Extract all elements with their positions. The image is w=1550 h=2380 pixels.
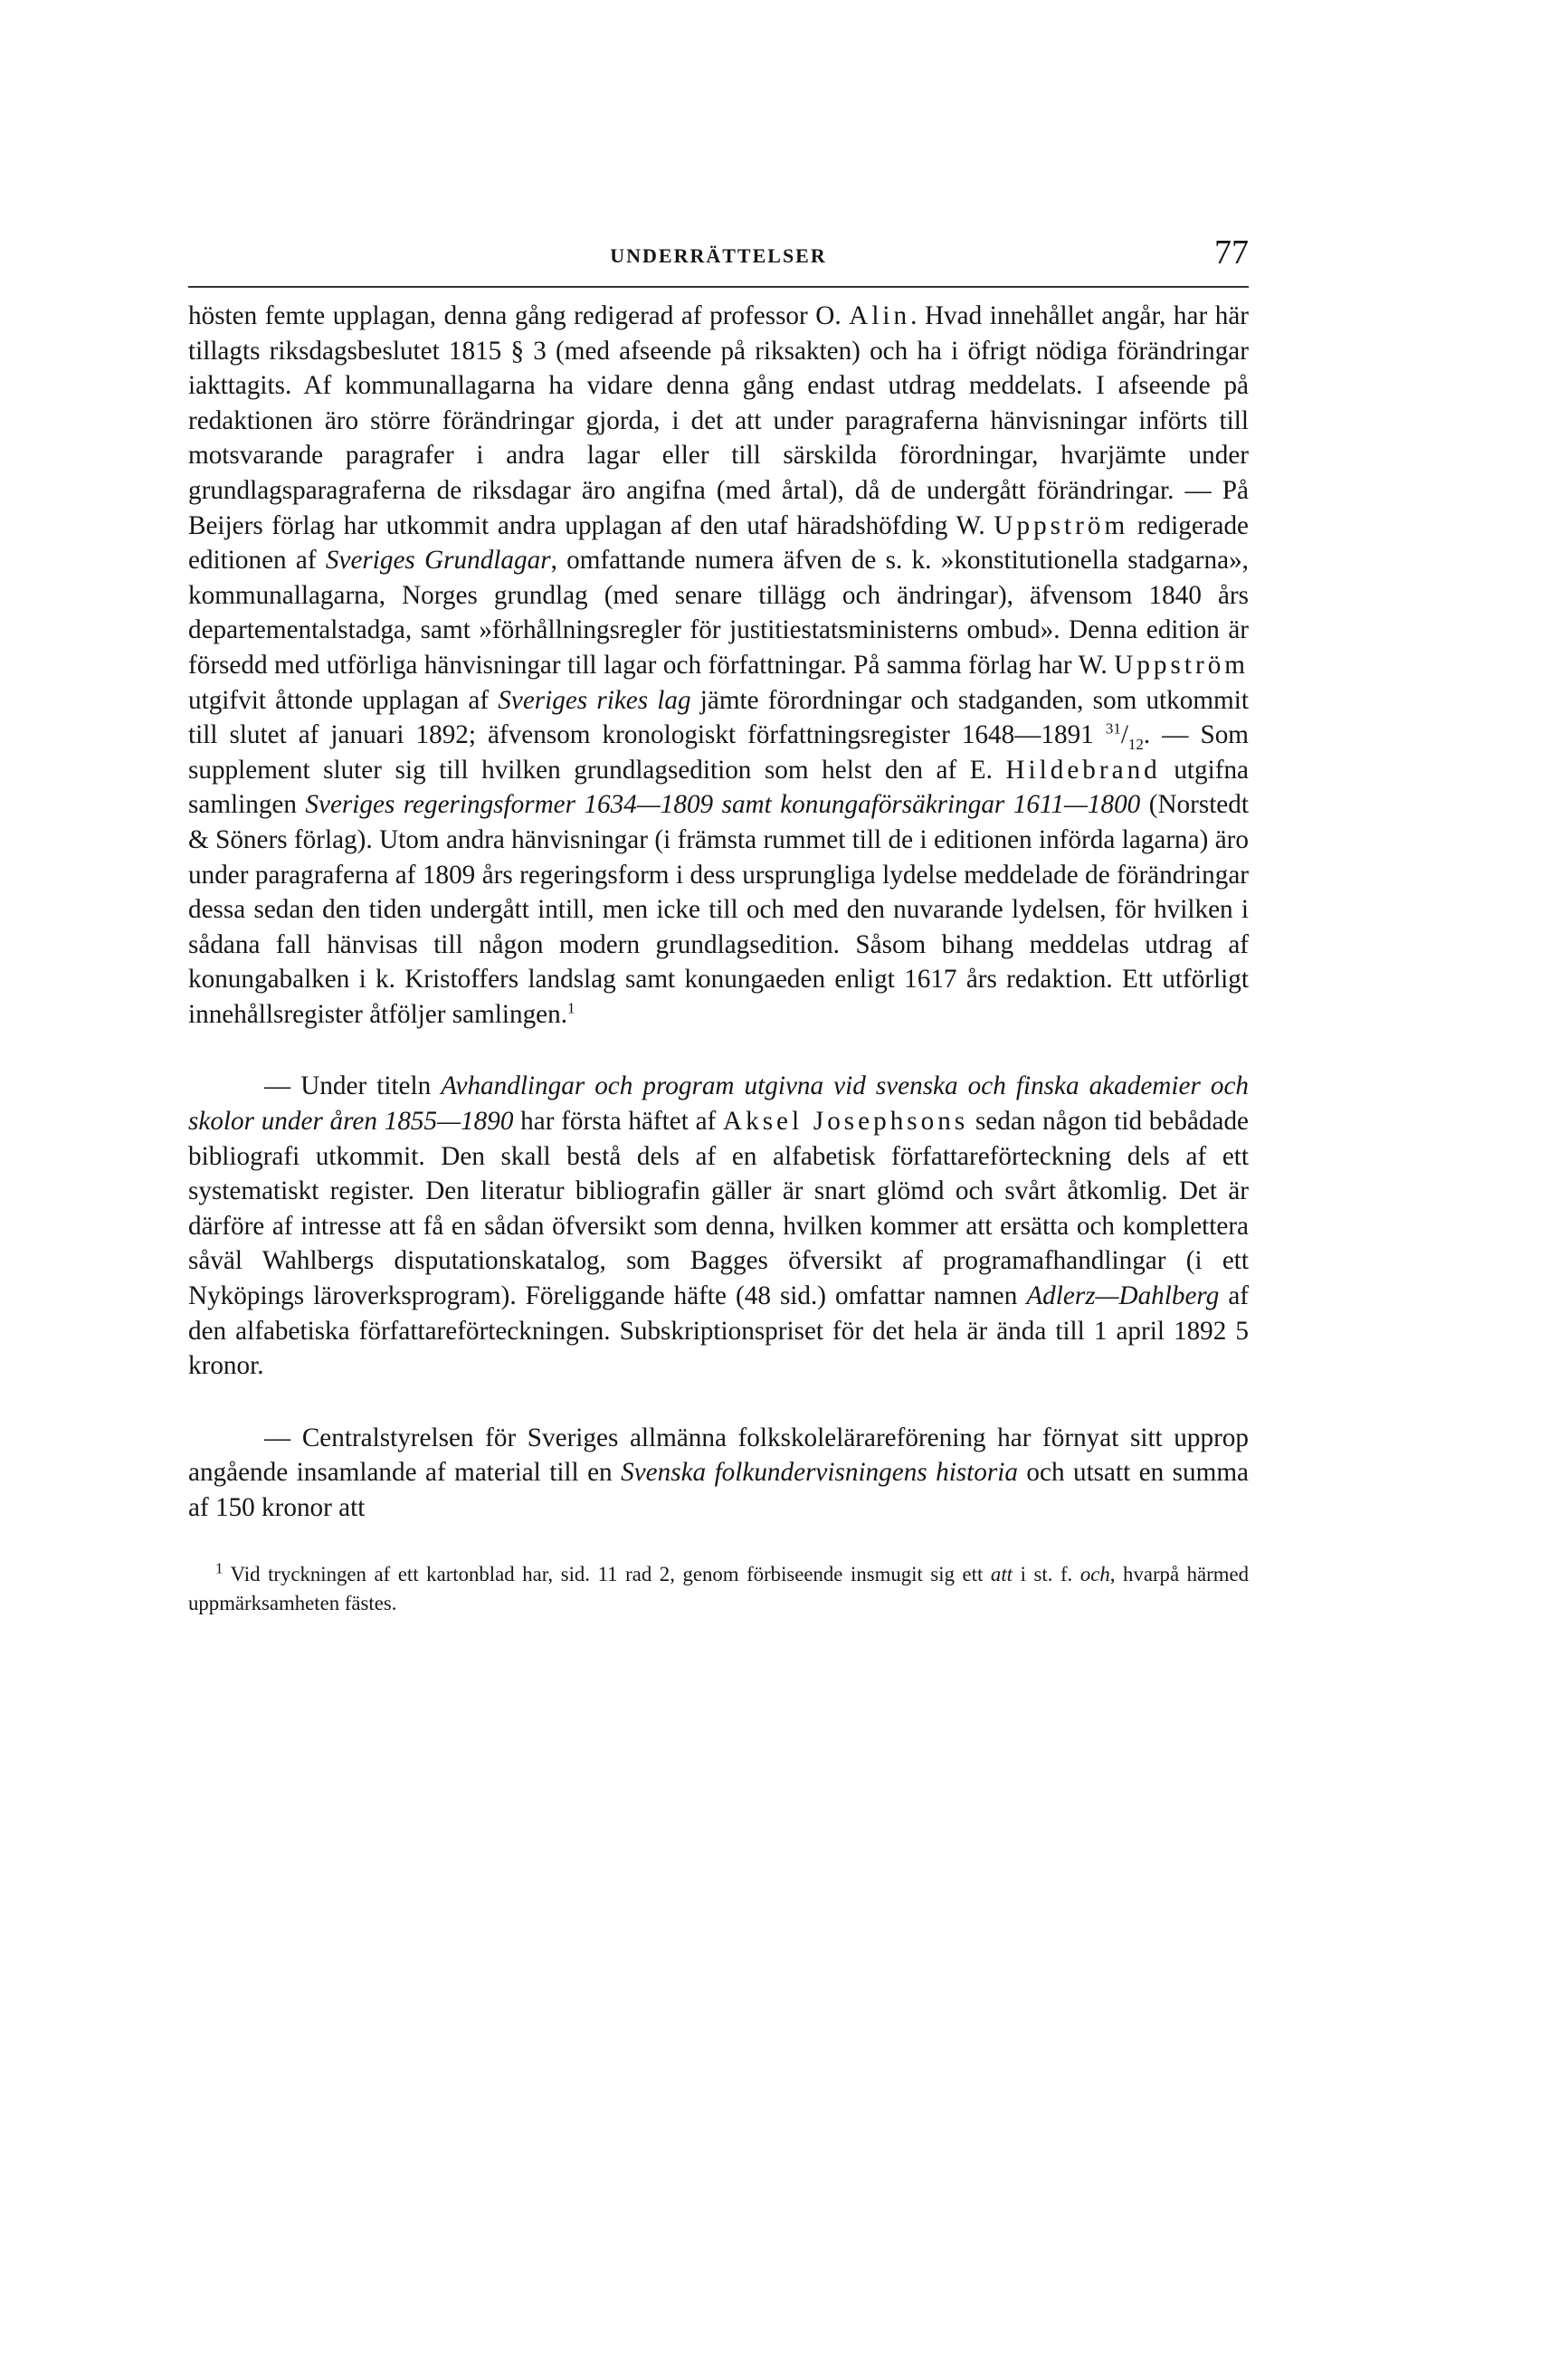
footnote-text: Vid tryckningen af ett kartonblad har, sid. 11 rad 2, genom förbiseende insmugit sig ett	[223, 1562, 991, 1585]
paragraph-2-text: har första häftet af	[513, 1107, 724, 1137]
book-title: Sveriges rikes lag	[498, 685, 691, 715]
paragraph-1-text: hösten femte upplagan, denna gång redigerad af professor O.	[188, 301, 850, 330]
paragraph-1-text: utgifvit åttonde upplagan af	[188, 685, 499, 715]
paragraph-3	[188, 1421, 1249, 1526]
footnote	[188, 1560, 1249, 1618]
book-title: Avhandlingar och program utgivna vid svenska och finska akademier och skolor under åren 1855—1890	[188, 1071, 1249, 1137]
fraction-denominator: 12	[1127, 735, 1144, 753]
book-title: Sveriges regeringsformer 1634—1809 samt konungaförsäkringar 1611—1800	[305, 790, 1141, 820]
author-name: Hildebrand	[1005, 755, 1161, 785]
footnote-text: , hvarpå härmed uppmärksamheten fästes.	[188, 1562, 1249, 1614]
paragraph-1-text: (Norstedt & Söners förlag). Utom andra hänvisningar (i främsta rummet till de i editionen införda lagarna) äro under paragraferna af 1809 års regeringsform i dess ursprungliga lydelse meddelade de förändringar dessa sedan den tiden undergått intill, men icke till och med den nuvarande lydelsen, för hvilken i sådana fall hänvisas till någon modern grundlagsedition. Såsom bihang meddelas utdrag af konungabalken i k. Kristoffers landslag samt konungaeden enligt 1617 års redaktion. Ett utförligt innehållsregister åtföljer samlingen.	[188, 790, 1249, 1029]
footnote-reference: 1	[567, 999, 575, 1017]
author-name: Uppström	[1114, 650, 1249, 680]
book-title: Svenska folkundervisningens historia	[621, 1458, 1018, 1488]
page-number: 77	[1214, 233, 1249, 271]
name-range: Adlerz—Dahlberg	[1026, 1281, 1220, 1311]
paragraph-1-text: . Hvad innehållet angår, har här tillagts riksdagsbeslutet 1815 § 3 (med afseende på riksakten) och ha i öfrigt nödiga förändringar iakttagits. Af kommunallagarna ha vidare denna gång endast utdrag meddelats. I afseende på redaktionen äro större förändringar gjorda, i det att under paragraferna hänvisningar införts till motsvarande paragrafer i andra lagar eller till särskilda förordningar, hvarjämte under grundlagsparagraferna de riksdagar äro angifna (med årtal), då de undergått förändringar. — På Beijers förlag har utkommit andra upplagan af den utaf häradshöfding W.	[188, 301, 1249, 540]
running-title: UNDERRÄTTELSER	[610, 244, 827, 267]
paragraph-2-text: sedan någon tid bebådade bibliografi utkommit. Den skall bestå dels af en alfabetisk författareförteckning dels af ett systematiskt register. Den literatur bibliografin gäller är snart glömd och svårt åtkomlig. Det är därföre af intresse att få en sådan öfversikt som denna, hvilken kommer att ersätta och komplettera såväl Wahlbergs disputationskatalog, som Bagges öfversikt af programafhandlingar (i ett Nyköpings läroverksprogram). Föreliggande häfte (48 sid.) omfattar namnen	[188, 1107, 1250, 1311]
footnote-italic: och	[1079, 1562, 1110, 1585]
paragraph-2-text: — Under titeln	[264, 1071, 442, 1101]
paragraph-1-text: jämte förordningar och stadganden, som utkommit till slutet af januari 1892; äfvensom kronologiskt författningsregister 1648—1891	[188, 685, 1249, 750]
author-name: Aksel Josephsons	[723, 1107, 969, 1137]
footnote-marker: 1	[215, 1559, 223, 1576]
book-title: Sveriges Grundlagar	[325, 546, 551, 576]
header-rule	[188, 286, 1249, 288]
paragraph-1-text: , omfattande numera äfven de s. k. »konstitutionella stadgarna», kommunallagarna, Norges grundlag (med senare tillägg och ändringar), äfvensom 1840 års departementalstadga, samt »förhållningsregler för justitiestatsministerns ombud». Denna edition är försedd med utförliga hänvisningar till lagar och författningar. På samma förlag har W.	[188, 546, 1249, 680]
paragraph-1: hösten femte upplagan, denna gång redigerad af professor O. Alin. Hvad innehållet angår, har här tillagts riksdagsbeslutet 1815 § 3 (med afseende på riksakten) och ha i öfrigt nödiga förändringar iakttagits. Af kommunallagarna ha vidare denna gång endast utdrag meddelats. I afseende på redaktionen äro större förändringar gjorda, i det att under paragraferna hänvisningar införts till motsvarande paragrafer i andra lagar eller till särskilda förordningar, hvarjämte under grundlagsparagraferna de riksdagar äro angifna (med årtal), då de undergått förändringar. — På Beijers förlag har utkommit andra upplagan af den utaf häradshöfding W. Uppström redigerade editionen af Sveriges Grundlagar, omfattande numera äfven de s. k. »konstitutionella stadgarna», kommunallagarna, Norges grundlag (med senare tillägg och ändringar), äfvensom 1840 års departementalstadga, samt »förhållningsregler för justitiestatsministerns ombud». Denna edition är försedd med utförliga hänvisningar till lagar och författningar. På samma förlag har W. Uppström utgifvit åttonde upplagan af Sveriges rikes lag jämte förordningar och stadganden, som utkommit till slutet af januari 1892; äfvensom kronologiskt författningsregister 1648—1891 $^{31}/_{12}$. — Som supplement sluter sig till hvilken grundlagsedition som helst den af E. Hildebrand utgifna samlingen Sveriges regeringsformer 1634—1809 samt konungaförsäkringar 1611—1800 (Norstedt & Söners förlag). Utom andra hänvisningar (i främsta rummet till de i editionen införda lagarna) äro under paragraferna af 1809 års regeringsform i dess ursprungliga lydelse meddelade de förändringar dessa sedan den tiden undergått intill, men icke till och med den nuvarande lydelsen, för hvilken i sådana fall hänvisas till någon modern grundlagsedition. Såsom bihang meddelas utdrag af konungabalken i k. Kristoffers landslag samt konungaeden enligt 1617 års redaktion. Ett utförligt innehållsregister åtföljer samlingen.$^1$	[188, 301, 1249, 1029]
running-head	[188, 235, 1249, 281]
footnote-italic: att	[990, 1562, 1013, 1585]
paragraph-1-text: redigerade editionen af	[188, 510, 1249, 576]
paragraph-3-text: — Centralstyrelsen för Sveriges allmänna folkskolelärareförening har förnyat sitt upprop angående insamlande af material till en	[188, 1423, 1249, 1488]
author-name: Uppström	[994, 510, 1129, 540]
paragraph-3-text: och utsatt en summa af 150 kronor att	[188, 1458, 1249, 1522]
paragraph-2-text: af den alfabetiska författareförteckningen. Subskriptionspriset för det hela är ända till 1 april 1892 5 kronor.	[188, 1281, 1249, 1381]
paragraph-2	[188, 1069, 1249, 1383]
author-name: Alin	[849, 301, 911, 330]
footnote-text: i st. f.	[1013, 1562, 1080, 1585]
book-page	[188, 235, 1249, 1638]
paragraph-1-text: utgifna samlingen	[188, 755, 1249, 820]
paragraph-1-text: . — Som supplement sluter sig till hvilken grundlagsedition som helst den af E.	[188, 720, 1249, 785]
fraction-numerator: 31	[1105, 719, 1121, 738]
